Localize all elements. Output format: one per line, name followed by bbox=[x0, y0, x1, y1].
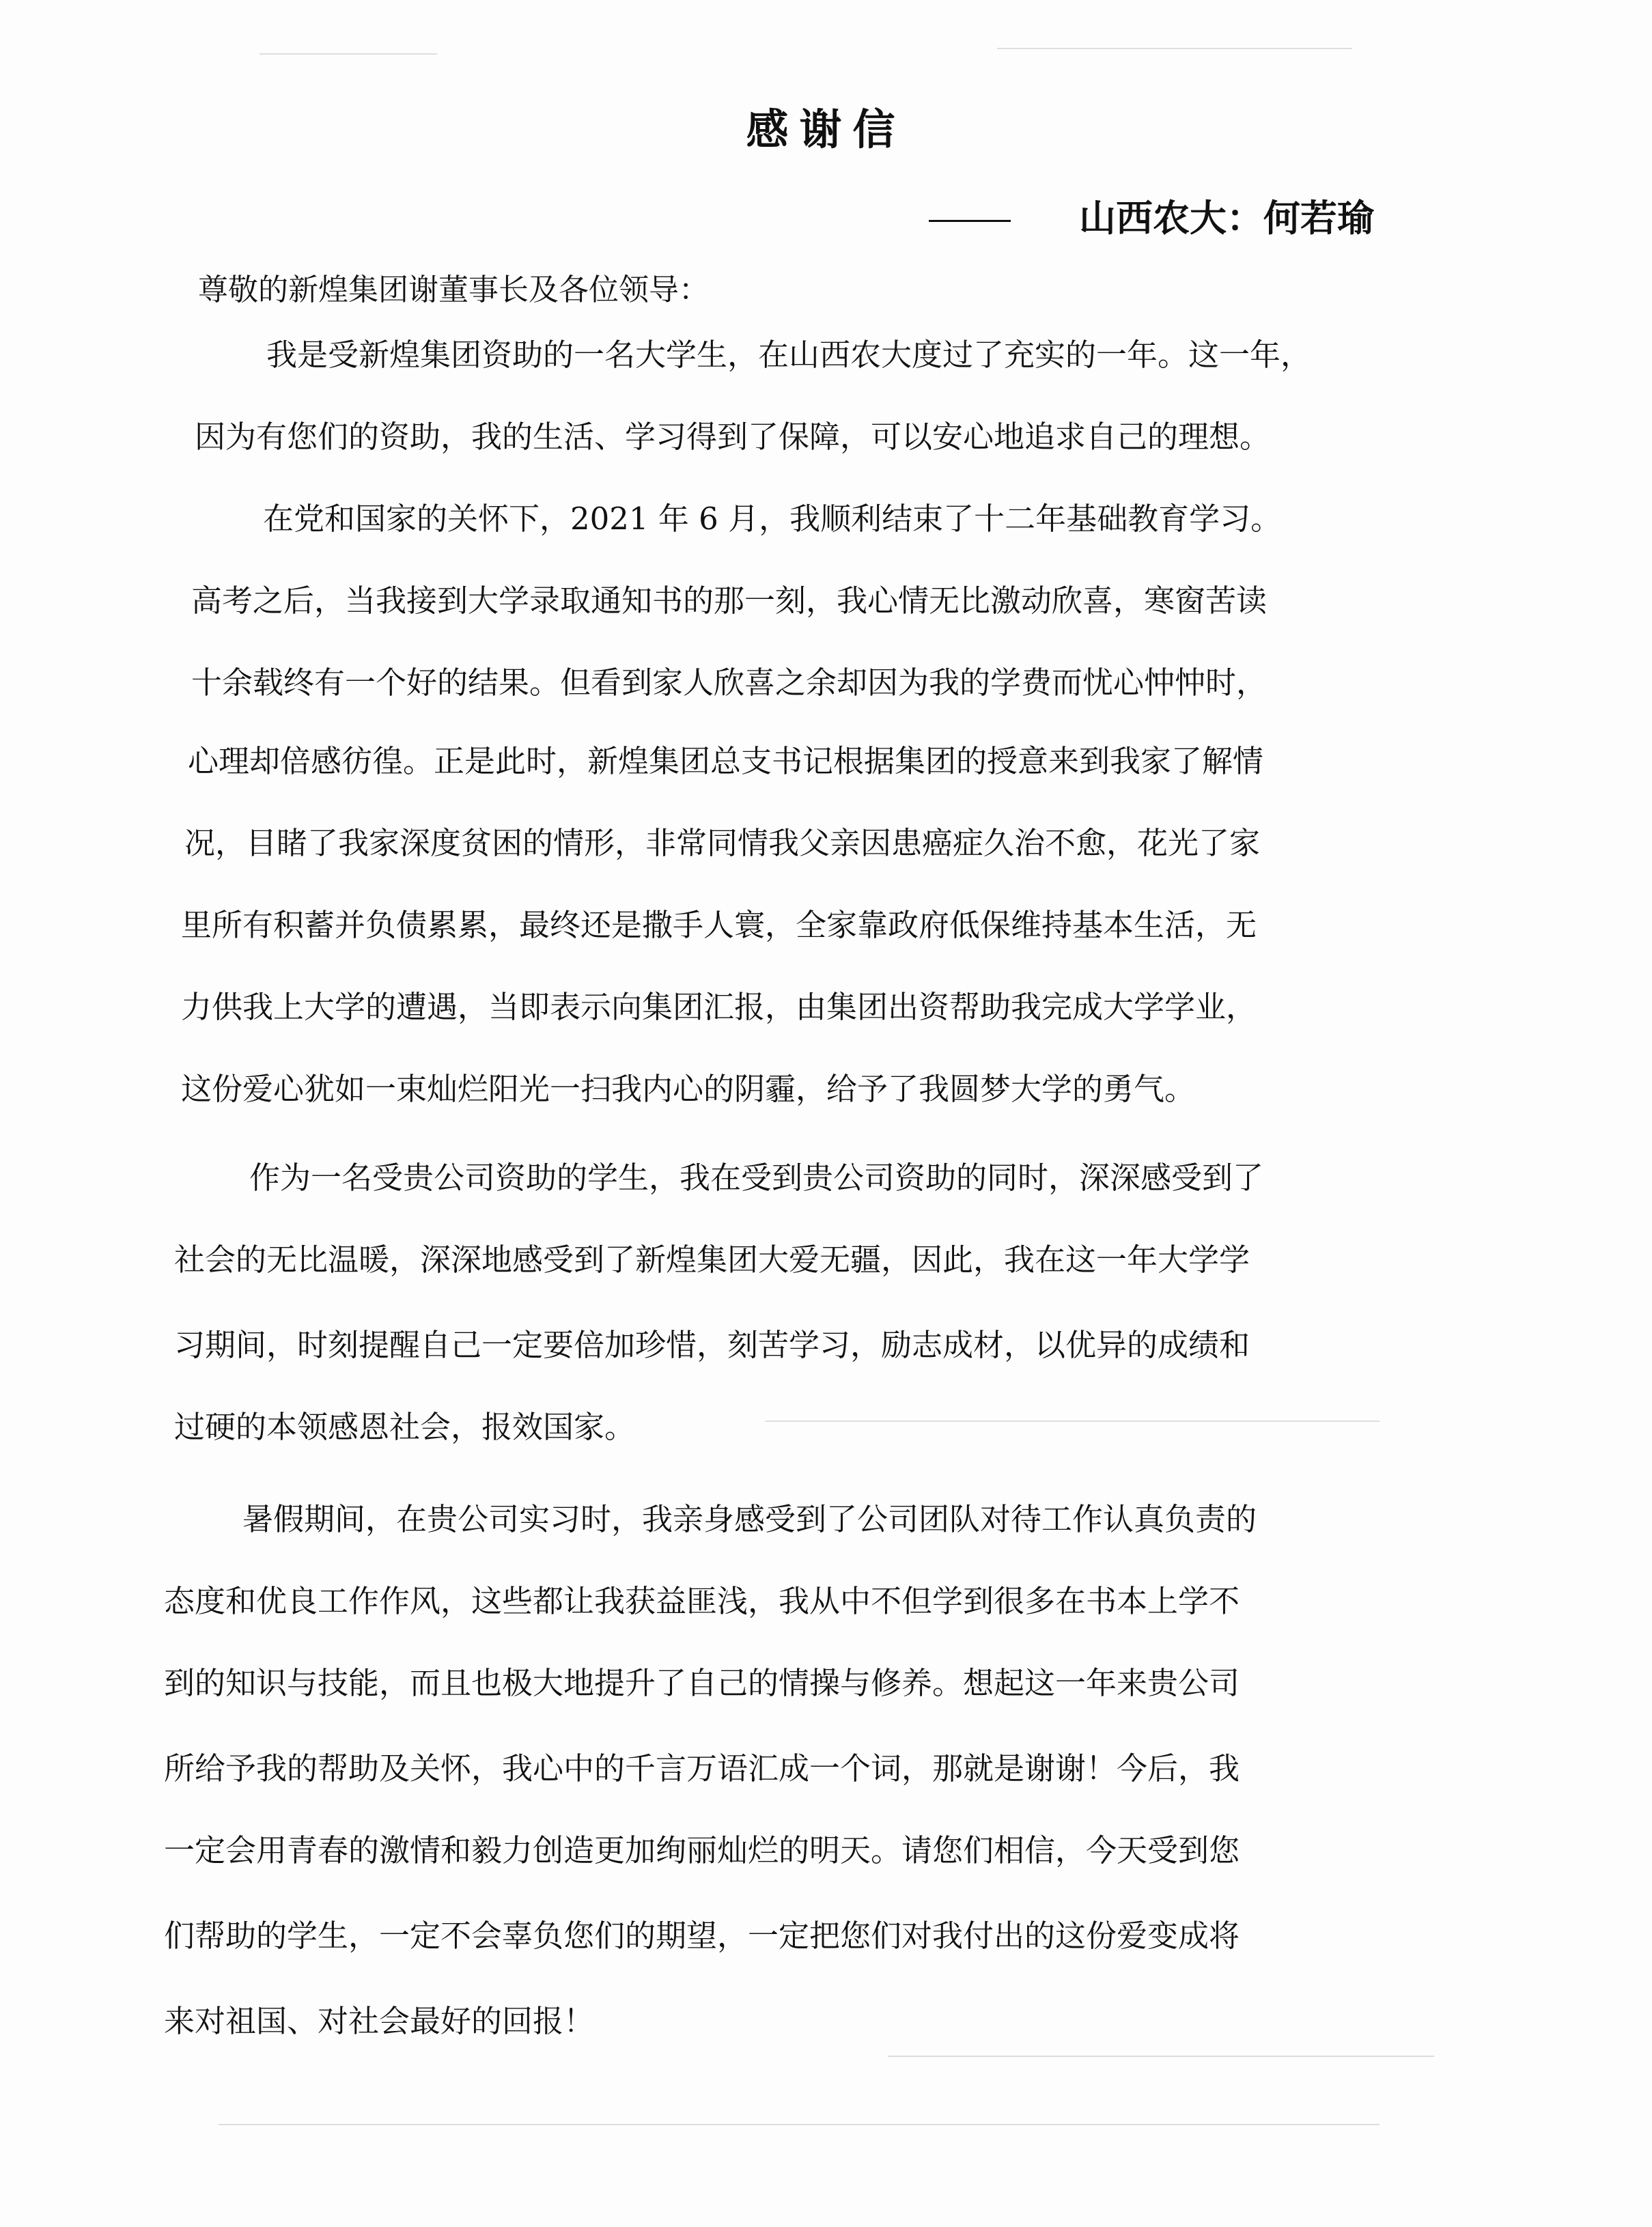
body-line: 到的知识与技能，而且也极大地提升了自己的情操与修养。想起这一年来贵公司 bbox=[164, 1665, 1240, 1701]
body-line: 里所有积蓄并负债累累，最终还是撒手人寰，全家靠政府低保维持基本生活，无 bbox=[181, 907, 1257, 943]
body-line: 在党和国家的关怀下，2021 年 6 月，我顺利结束了十二年基础教育学习。 bbox=[263, 501, 1282, 537]
scan-artifact bbox=[219, 2124, 1380, 2125]
byline-dash bbox=[929, 220, 1011, 222]
body-line: 社会的无比温暖，深深地感受到了新煌集团大爱无疆，因此，我在这一年大学学 bbox=[174, 1242, 1250, 1278]
body-line: 作为一名受贵公司资助的学生，我在受到贵公司资助的同时，深深感受到了 bbox=[249, 1160, 1264, 1196]
body-line: 暑假期间，在贵公司实习时，我亲身感受到了公司团队对待工作认真负责的 bbox=[242, 1501, 1257, 1537]
body-line: 心理却倍感彷徨。正是此时，新煌集团总支书记根据集团的授意来到我家了解情 bbox=[188, 743, 1264, 779]
scan-artifact bbox=[888, 2056, 1434, 2057]
scan-artifact bbox=[765, 1420, 1380, 1422]
body-line: 十余载终有一个好的结果。但看到家人欣喜之余却因为我的学费而忧心忡忡时， bbox=[191, 664, 1268, 701]
letter-byline bbox=[929, 191, 1374, 246]
body-line: 这份爱心犹如一束灿烂阳光一扫我内心的阴霾，给予了我圆梦大学的勇气。 bbox=[181, 1071, 1196, 1107]
scan-artifact bbox=[997, 48, 1352, 49]
scan-artifact bbox=[260, 53, 437, 55]
body-line: 况，目睹了我家深度贫困的情形，非常同情我父亲因患癌症久治不愈，花光了家 bbox=[184, 825, 1261, 861]
body-line: 因为有您们的资助，我的生活、学习得到了保障，可以安心地追求自己的理想。 bbox=[195, 419, 1271, 455]
body-line: 习期间，时刻提醒自己一定要倍加珍惜，刻苦学习，励志成材，以优异的成绩和 bbox=[174, 1327, 1250, 1363]
body-line: 高考之后，当我接到大学录取通知书的那一刻，我心情无比激动欣喜，寒窗苦读 bbox=[191, 583, 1268, 619]
letter-title: 感谢信 bbox=[746, 104, 906, 154]
byline-text: 山西农大：何若瑜 bbox=[1079, 197, 1374, 240]
body-line: 过硬的本领感恩社会，报效国家。 bbox=[174, 1409, 636, 1445]
letter-salutation: 尊敬的新煌集团谢董事长及各位领导： bbox=[198, 272, 709, 307]
body-line: 我是受新煌集团资助的一名大学生，在山西农大度过了充实的一年。这一年， bbox=[266, 337, 1312, 373]
body-line: 一定会用青春的激情和毅力创造更加绚丽灿烂的明天。请您们相信，今天受到您 bbox=[164, 1832, 1240, 1868]
body-line: 力供我上大学的遭遇，当即表示向集团汇报，由集团出资帮助我完成大学学业， bbox=[181, 989, 1257, 1025]
body-line: 所给予我的帮助及关怀，我心中的千言万语汇成一个词，那就是谢谢！今后，我 bbox=[164, 1750, 1240, 1787]
body-line: 来对祖国、对社会最好的回报！ bbox=[164, 2003, 595, 2039]
body-line: 态度和优良工作作风，这些都让我获益匪浅，我从中不但学到很多在书本上学不 bbox=[164, 1583, 1240, 1619]
body-line: 们帮助的学生，一定不会辜负您们的期望，一定把您们对我付出的这份爱变成将 bbox=[164, 1918, 1240, 1954]
